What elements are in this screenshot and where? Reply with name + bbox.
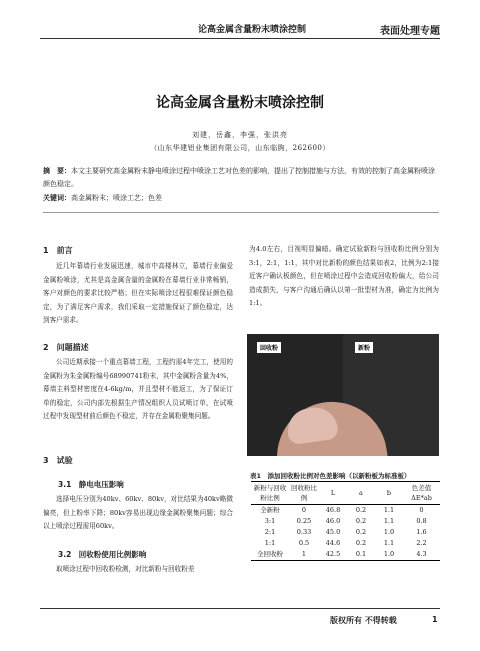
section-3-2-body <box>43 563 233 577</box>
sample-photo <box>247 334 439 456</box>
table-cell: 46.0 <box>325 517 341 525</box>
recycled-powder-label: 回收粉 <box>257 342 281 353</box>
section-2-heading: 2 问题描述 <box>43 343 89 352</box>
table-header: a <box>347 482 375 505</box>
table-cell: 0.8 <box>416 517 427 525</box>
section-2-body <box>43 356 233 424</box>
table-header: 新粉与回收粉比例 <box>251 482 289 505</box>
section-3-2-heading: 3.2 回收粉使用比例影响 <box>58 550 147 559</box>
table-cell: 1.0 <box>375 549 403 561</box>
table-cell: 3:1 <box>264 517 276 525</box>
table-header-row <box>251 482 440 505</box>
table-cell: 2:1 <box>264 528 276 536</box>
table-header: 色差值ΔE*ab <box>403 482 440 505</box>
table-cell: 0.2 <box>355 506 367 514</box>
table-row <box>251 527 440 538</box>
paper-title: 论高金属含量粉末喷涂控制 <box>156 95 324 111</box>
table-cell: 2.2 <box>416 539 427 547</box>
table-cell: 1.1 <box>383 517 395 525</box>
table-cell: 全回收粉 <box>251 549 289 561</box>
table-cell: 1 <box>289 549 319 561</box>
keywords <box>43 193 162 203</box>
table-cell: 0.25 <box>296 517 312 525</box>
copyright-notice: 版权所有 不得转载 <box>330 616 397 625</box>
table-cell: 1.6 <box>416 528 427 536</box>
section-3-1-heading: 3.1 静电电压影响 <box>58 480 124 489</box>
keywords-text: 高金属粉末；喷涂工艺；色差 <box>71 194 162 202</box>
table-cell: 0.2 <box>355 539 367 547</box>
affiliation: （山东华建铝业集团有限公司，山东临朐，262600） <box>150 144 330 152</box>
table-cell: 4.3 <box>403 549 440 561</box>
section-label: 表面处理专题 <box>380 26 440 37</box>
header-bar <box>40 20 440 39</box>
divider <box>43 212 439 213</box>
new-powder-label: 新粉 <box>355 342 373 353</box>
section-3-1-body <box>43 493 233 534</box>
table-cell: 44.6 <box>325 539 341 547</box>
table-cell: 全新粉 <box>260 506 280 514</box>
running-title: 论高金属含量粉末喷涂控制 <box>198 25 307 35</box>
table-row <box>251 516 440 527</box>
table-cell: 0 <box>301 506 307 514</box>
table-header: L <box>319 482 347 505</box>
table-cell: 0.1 <box>347 549 375 561</box>
table-row <box>251 549 440 561</box>
table-row <box>251 505 440 517</box>
table-cell: 45.0 <box>325 528 341 536</box>
section-1-body <box>43 260 233 328</box>
table-header: 回收粉比例 <box>289 482 319 505</box>
page-number: 1 <box>432 615 438 624</box>
abstract <box>43 165 439 191</box>
table-cell: 1.0 <box>383 528 395 536</box>
table-caption: 表1 添加回收粉比例对色差影响（以新粉板为标准板） <box>250 472 411 480</box>
table-cell: 0.2 <box>355 528 367 536</box>
footer-rule <box>40 608 440 609</box>
table-cell: 46.8 <box>325 506 341 514</box>
color-difference-table <box>251 481 440 561</box>
keywords-label: 关键词： <box>43 194 71 202</box>
section-3-1-text: 选择电压分别为40kv、60kv、80kv，对比结果为40kv略微偏亮，但上粉率下降；80kv容易出现边缘金属粉聚集问题；综合以上喷涂过程需用60kv。 <box>43 495 233 530</box>
table-cell: 0.5 <box>298 539 310 547</box>
section-3-heading: 3 试验 <box>43 456 73 465</box>
right-column-paragraph: 为4.0左右，目视明显偏暗。确定试验新粉与回收粉比例分别为3:1，2:1，1:1，其中对比新粉的颜色结果如表2，比例为2:1接近客户确认板颜色，但在喷涂过程中会造成回收粉偏大，给公司造成损失，与客户沟通后确认以第一批型材为准，确定为比例为1:1。 <box>249 245 439 307</box>
table-cell: 0.2 <box>355 517 367 525</box>
section-1-text: 近几年幕墙行业发展迅速，城市中高楼林立，幕墙行业偏爱金属粉喷涂，尤其是高金属含量的金属粉在幕墙行业非常畅销，客户对颜色的要求比较严格；但在实际喷涂过程很难保证颜色稳定，为了满足客户需求，我们采取一定措施保证了颜色稳定，达到客户需求。 <box>43 262 233 324</box>
abstract-text: 本文主要研究高金属粉末静电喷涂过程中喷涂工艺对色差的影响，提出了控制措施与方法，有效的控制了高金属粉喷涂颜色稳定。 <box>43 167 435 188</box>
table-cell: 1.1 <box>383 539 395 547</box>
right-column-text <box>249 243 439 311</box>
table-cell: 1.1 <box>383 506 395 514</box>
table-row <box>251 538 440 549</box>
section-1-heading: 1 前言 <box>43 246 73 255</box>
table-cell: 0.33 <box>296 528 312 536</box>
authors: 刘建，岳鑫，李强，张洪亮 <box>192 131 288 139</box>
table-cell: 0 <box>419 506 424 514</box>
section-3-2-text: 取喷涂过程中回收粉检测，对比新粉与回收粉差 <box>56 565 195 573</box>
abstract-label: 摘 要： <box>43 167 71 175</box>
table-header: b <box>375 482 403 505</box>
table-cell: 1:1 <box>264 539 276 547</box>
table-cell: 42.5 <box>319 549 347 561</box>
section-2-text: 公司近期承接一个重点幕墙工程，工程约需4年完工，使用的金属粉为朱金属粉编号68990741粉末，其中金属粉含量为4%，幕墙主料型材密度在4-6kg/m，并且型材不能返工，为了保证订单的稳定，公司内部先根据生产情况组织人员试喷订单，在试喷过程中发现型材前后颜色不稳定，并存在金属粉聚集问题。 <box>43 358 233 420</box>
